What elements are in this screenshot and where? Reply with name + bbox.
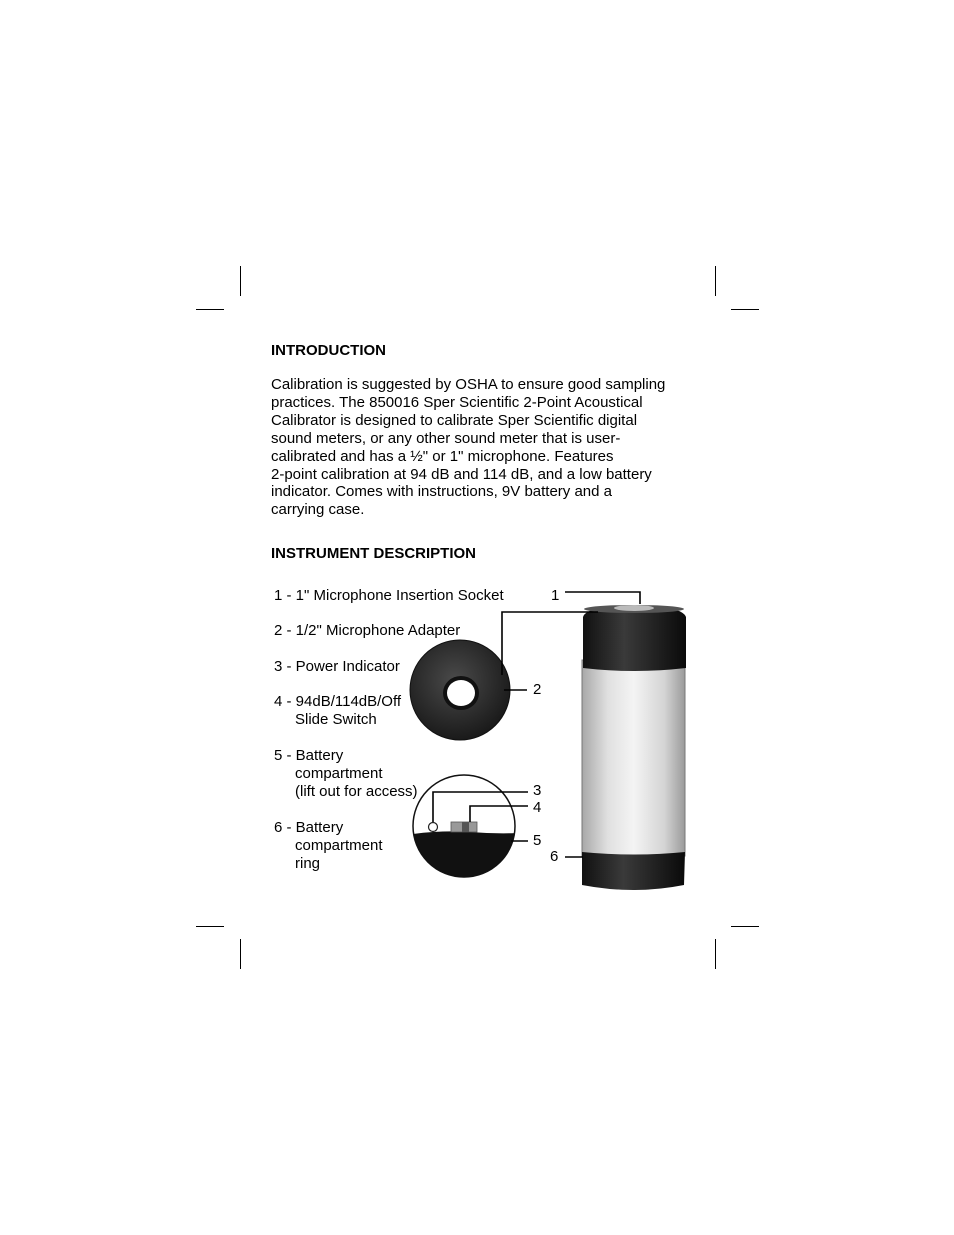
intro-line: Calibration is suggested by OSHA to ensure good sampling (271, 376, 666, 393)
list-item (274, 693, 401, 729)
callout-label: 1 (551, 587, 560, 604)
power-indicator-icon (429, 823, 438, 832)
callout-label: 5 (533, 832, 542, 849)
list-item (274, 819, 383, 873)
list-item (274, 747, 418, 801)
switch-detail-view (405, 772, 520, 882)
item-text: 6 - Battery (274, 819, 344, 836)
item-text: 2 - 1/2" Microphone Adapter (274, 622, 461, 639)
item-text: 5 - Battery (274, 747, 344, 764)
item-text: compartment (295, 764, 383, 782)
intro-line: Calibrator is designed to calibrate Sper Scientific digital (271, 411, 638, 429)
intro-line: practices. The 850016 Sper Scientific 2-Point Acoustical (271, 393, 643, 411)
intro-line: calibrated and has a ½" or 1" microphone. Features (271, 447, 614, 465)
list-item (274, 658, 400, 676)
callout-label: 2 (533, 681, 542, 698)
intro-line: carrying case. (271, 501, 365, 519)
item-text: 1 - 1" Microphone Insertion Socket (274, 587, 504, 604)
item-text: 4 - 94dB/114dB/Off (274, 693, 402, 710)
microphone-adapter (410, 640, 510, 740)
list-item (274, 622, 460, 640)
item-text: (lift out for access) (295, 782, 418, 800)
intro-line: 2-point calibration at 94 dB and 114 dB, and a low battery (271, 465, 652, 483)
intro-line: sound meters, or any other sound meter that is user- (271, 429, 621, 447)
callout-label: 3 (533, 782, 542, 799)
introduction-heading: INTRODUCTION (271, 342, 386, 359)
item-text: ring (295, 854, 321, 872)
callout-label: 4 (533, 799, 542, 816)
calibrator-body (582, 605, 686, 890)
intro-line: indicator. Comes with instructions, 9V battery and a (271, 483, 613, 501)
item-text: compartment (295, 836, 383, 854)
item-text: Slide Switch (295, 710, 377, 728)
item-text: 3 - Power Indicator (274, 658, 400, 675)
list-item (274, 587, 504, 605)
callout-label: 6 (550, 848, 559, 865)
instrument-description-heading: INSTRUMENT DESCRIPTION (271, 545, 477, 562)
